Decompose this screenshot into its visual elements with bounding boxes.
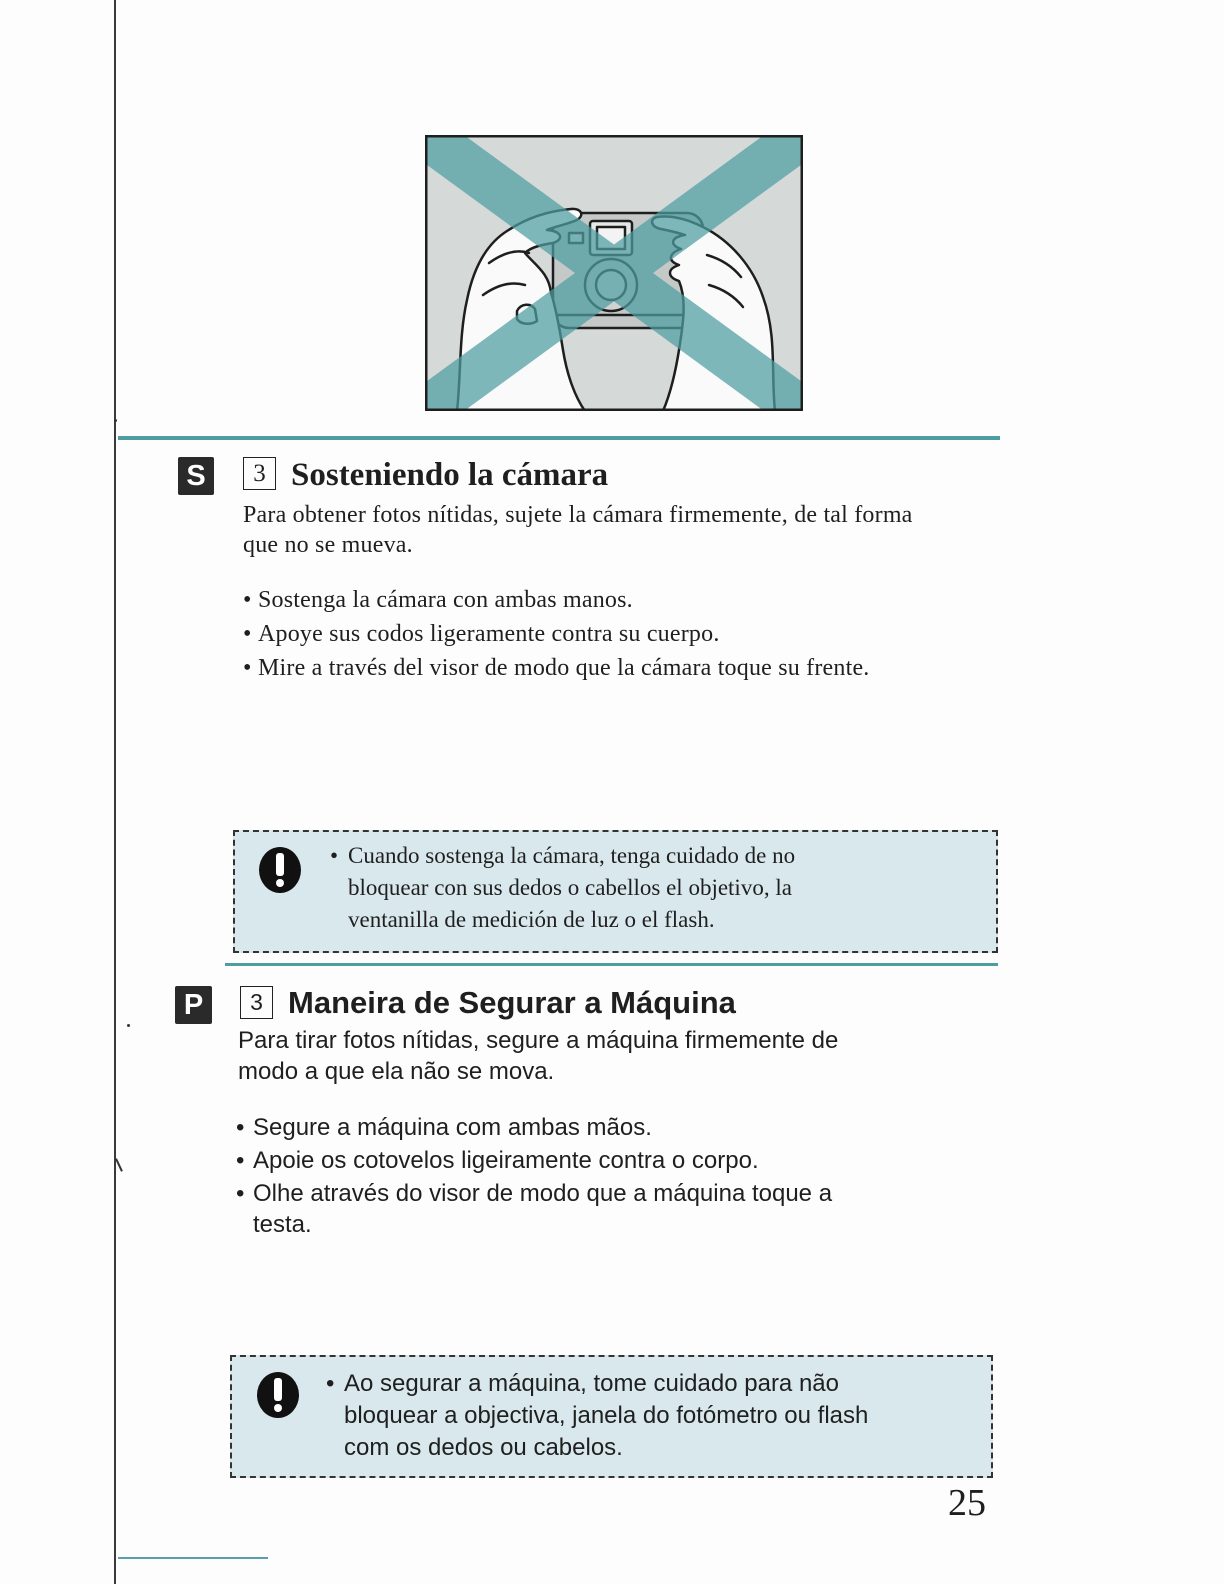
bullet-item <box>243 583 870 617</box>
intro-line: que no se mueva. <box>243 532 413 558</box>
bullet-item <box>236 1111 832 1144</box>
caution-note-text <box>330 840 795 936</box>
scan-mark <box>115 1158 123 1172</box>
bullet-item <box>243 617 870 651</box>
bullet-item <box>243 651 870 685</box>
bullet-text: • Sostenga la cámara con ambas manos. <box>258 587 633 613</box>
section-title: Maneira de Segurar a Máquina <box>288 985 736 1020</box>
footer-rule <box>118 1557 268 1559</box>
page-binding-edge <box>114 0 116 1584</box>
note-line: com os dedos ou cabelos. <box>344 1434 623 1461</box>
bullet-item <box>236 1144 832 1177</box>
intro-paragraph <box>238 1025 838 1087</box>
bullet-text: testa. <box>253 1211 312 1238</box>
note-line: bloquear a objectiva, janela do fotómetro ou flash <box>344 1402 869 1429</box>
scan-speck <box>127 1024 130 1027</box>
caution-icon <box>253 1370 303 1420</box>
bullet-list <box>243 583 870 685</box>
bullet-text: • Apoie os cotovelos ligeiramente contra o corpo. <box>253 1147 759 1174</box>
language-badge-spanish: S <box>178 457 214 495</box>
hands-holding-camera-crossed-illustration <box>425 135 803 411</box>
intro-paragraph <box>243 500 913 560</box>
section-divider <box>118 436 1000 440</box>
intro-line: Para obtener fotos nítidas, sujete la cámara firmemente, de tal forma <box>243 502 913 528</box>
caution-icon <box>255 845 305 895</box>
bullet-text: • Olhe através do visor de modo que a máquina toque a <box>253 1180 833 1207</box>
scan-speck <box>114 419 117 422</box>
bullet-item <box>236 1177 832 1240</box>
section-title: Sosteniendo la cámara <box>291 457 609 493</box>
note-line: • Cuando sostenga la cámara, tenga cuidado de no <box>348 843 796 868</box>
step-number: 3 <box>243 457 276 490</box>
intro-line: modo a que ela não se mova. <box>238 1058 555 1085</box>
bullet-text: • Mire a través del visor de modo que la cámara toque su frente. <box>258 655 870 681</box>
step-number: 3 <box>240 986 273 1019</box>
note-line: • Ao segurar a máquina, tome cuidado para não <box>344 1370 839 1397</box>
note-line: bloquear con sus dedos o cabellos el objetivo, la <box>348 875 792 900</box>
page-number: 25 <box>948 1482 986 1524</box>
bullet-text: • Segure a máquina com ambas mãos. <box>253 1114 652 1141</box>
intro-line: Para tirar fotos nítidas, segure a máquina firmemente de <box>238 1027 839 1054</box>
language-badge-portuguese: P <box>175 986 212 1024</box>
section-divider <box>225 963 998 966</box>
bullet-text: • Apoye sus codos ligeramente contra su cuerpo. <box>258 621 720 647</box>
caution-note-text <box>326 1368 868 1464</box>
bullet-list <box>236 1111 832 1240</box>
note-line: ventanilla de medición de luz o el flash. <box>348 907 715 932</box>
